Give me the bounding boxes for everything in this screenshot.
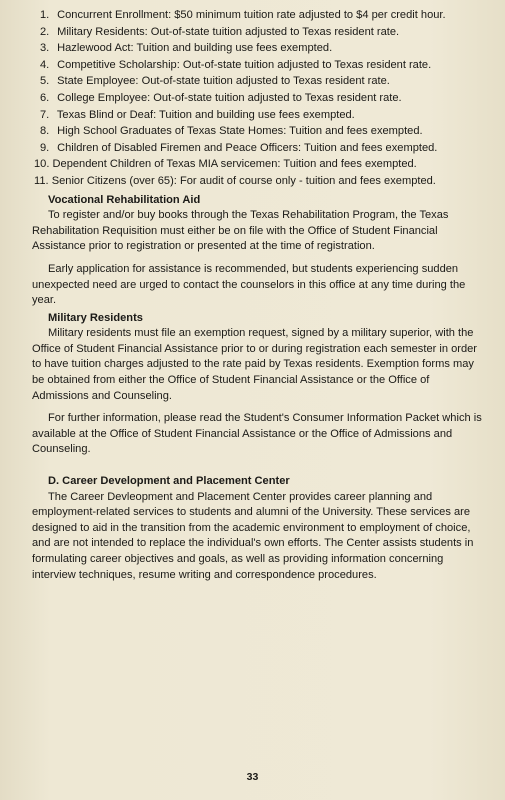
list-item: 5. State Employee: Out-of-state tuition adjusted to Texas resident rate. [40,75,390,88]
vocational-paragraph: Early application for assistance is recommended, but students experiencing sudden unexpected need are urged to contact the counselors in this office at any time during the year. [32,262,466,307]
list-item: 10. Dependent Children of Texas MIA servicemen: Tuition and fees exempted. [34,158,417,171]
exemption-list [32,8,482,191]
military-paragraph: Military residents must file an exemption request, signed by a military superior, with the Office of Student Financial Assistance prior to or during registration each semester in order to have tuition charges adjusted to the rate paid by Texas residents. Exemption forms may be obtained from either the Office of Student Financial Assistance or the Office of Admissions and Counseling. [32,327,478,402]
career-paragraph: The Career Devleopment and Placement Center provides career planning and employment-related services to students and alumni of the University. These services are designed to aid in the transition from the academic environment to employment of choice, and are not intended to replace the individual's own efforts. The Center assists students in formulating career objectives and goals, as well as providing information concerning interview techniques, resume writing and correspondence procedures. [32,490,474,581]
list-item: 8. High School Graduates of Texas State Homes: Tuition and fees exempted. [40,125,423,138]
military-heading: Military Residents [48,311,143,324]
list-item: 7. Texas Blind or Deaf: Tuition and building use fees exempted. [40,108,355,121]
page-number: 33 [246,771,259,783]
vocational-heading: Vocational Rehabilitation Aid [48,193,201,206]
list-item: 11. Senior Citizens (over 65): For audit of course only - tuition and fees exempted. [34,174,436,187]
military-paragraph: For further information, please read the Student's Consumer Information Packet which is available at the Office of Student Financial Assistance or the Office of Admissions and Counseling. [32,412,482,456]
list-item: 9. Children of Disabled Firemen and Peace Officers: Tuition and fees exempted. [40,141,438,154]
page-content [32,8,482,583]
list-item: 4. Competitive Scholarship: Out-of-state tuition adjusted to Texas resident rate. [40,58,432,71]
career-heading: D. Career Development and Placement Center [48,475,290,488]
list-item: 2. Military Residents: Out-of-state tuition adjusted to Texas resident rate. [40,25,400,38]
list-item: 6. College Employee: Out-of-state tuition adjusted to Texas resident rate. [40,91,402,104]
vocational-paragraph: To register and/or buy books through the Texas Rehabilitation Program, the Texas Rehabilitation Requisition must either be on file with the Office of Student Financial Assistance prior to registration or presented at the time of registration. [32,209,449,253]
list-item: 1. Concurrent Enrollment: $50 minimum tuition rate adjusted to $4 per credit hour. [40,9,446,21]
list-item: 3. Hazlewood Act: Tuition and building use fees exempted. [40,42,333,55]
